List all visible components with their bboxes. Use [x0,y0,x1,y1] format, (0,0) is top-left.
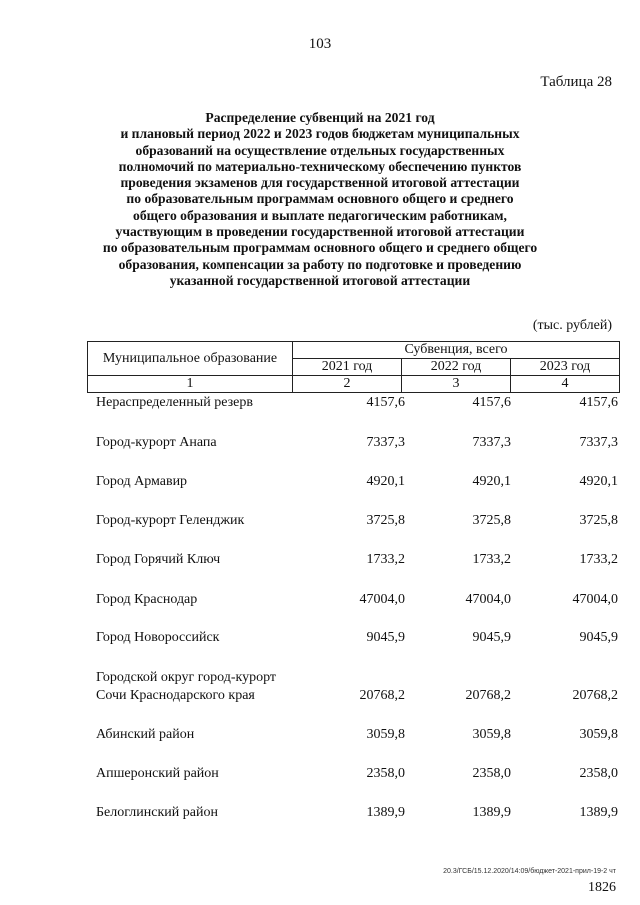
value-2022: 2358,0 [472,766,511,781]
municipality-name: Город Краснодар [96,592,198,607]
value-2021: 9045,9 [366,630,405,645]
table-row [96,669,618,689]
value-2023: 3725,8 [579,513,618,528]
table-row [96,512,618,532]
header-year: 2022 год [402,359,511,376]
header-col-number: 4 [511,376,620,393]
value-2023: 20768,2 [572,688,618,703]
table-row [96,591,618,611]
value-2021: 20768,2 [359,688,405,703]
value-2021: 3725,8 [366,513,405,528]
header-municipality: Муниципальное образование [88,342,293,376]
units-note: (тыс. рублей) [532,318,612,333]
value-2022: 3725,8 [472,513,511,528]
title-line: образования, компенсации за работу по подготовке и проведению [118,256,522,272]
value-2022: 4920,1 [472,474,511,489]
title-line: указанной государственной итоговой аттестации [169,272,471,288]
value-2022: 47004,0 [465,592,511,607]
table-row [96,629,618,649]
value-2023: 2358,0 [579,766,618,781]
value-2021: 2358,0 [366,766,405,781]
table-title [60,110,580,289]
value-2023: 47004,0 [572,592,618,607]
table-header [87,341,620,393]
value-2021: 1733,2 [366,552,405,567]
header-year: 2023 год [511,359,620,376]
title-line: по образовательным программам основного общего и среднего [126,191,514,207]
value-2022: 20768,2 [465,688,511,703]
title-line: общего образования и выплате педагогическим работникам, [133,207,507,223]
value-2021: 1389,9 [366,805,405,820]
table-row [96,434,618,454]
title-line: полномочий по материально-техническому обеспечению пунктов [118,158,522,174]
municipality-name: Город Горячий Ключ [96,552,221,567]
value-2021: 7337,3 [366,435,405,450]
header-col-number: 2 [293,376,402,393]
header-subvention: Субвенция, всего [293,342,620,359]
table-row [96,726,618,746]
page-number: 103 [308,36,332,52]
value-2022: 4157,6 [472,395,511,410]
title-line: Распределение субвенций на 2021 год [205,110,435,125]
municipality-name: Сочи Краснодарского края [96,688,255,703]
value-2023: 4157,6 [579,395,618,410]
value-2023: 1733,2 [579,552,618,567]
municipality-name: Городской округ город-курорт [96,670,277,685]
sheet-number: 1826 [588,880,616,895]
value-2023: 7337,3 [579,435,618,450]
municipality-name: Белоглинский район [96,805,218,820]
table-row [96,551,618,571]
title-line: и плановый период 2022 и 2023 годов бюджетам муниципальных [120,126,520,142]
title-line: образований на осуществление отдельных государственных [135,142,505,158]
value-2023: 1389,9 [579,805,618,820]
table-row [96,687,618,707]
header-col-number: 3 [402,376,511,393]
municipality-name: Апшеронский район [96,766,219,781]
value-2023: 9045,9 [579,630,618,645]
value-2021: 47004,0 [359,592,405,607]
header-year: 2021 год [293,359,402,376]
value-2022: 3059,8 [472,727,511,742]
value-2023: 3059,8 [579,727,618,742]
municipality-name: Город-курорт Анапа [96,435,217,450]
municipality-name: Город-курорт Геленджик [96,513,245,528]
value-2022: 1389,9 [472,805,511,820]
table-row [96,394,618,414]
municipality-name: Город Новороссийск [96,630,220,645]
document-reference: 20.3/ГСБ/15.12.2020/14:09/бюджет-2021-прил-19-2 чт [443,868,616,875]
table-row [96,804,618,824]
municipality-name: Город Армавир [96,474,188,489]
title-line: участвующим в проведении государственной итоговой аттестации [115,224,525,240]
value-2022: 9045,9 [472,630,511,645]
title-line: по образовательным программам основного общего и среднего общего [102,240,538,256]
header-col-number: 1 [88,376,293,393]
value-2023: 4920,1 [579,474,618,489]
table-label: Таблица 28 [540,74,612,90]
value-2021: 4920,1 [366,474,405,489]
value-2022: 7337,3 [472,435,511,450]
title-line: проведения экзаменов для государственной итоговой аттестации [120,175,520,191]
value-2021: 3059,8 [366,727,405,742]
municipality-name: Нераспределенный резерв [96,395,253,410]
value-2022: 1733,2 [472,552,511,567]
municipality-name: Абинский район [96,727,195,742]
value-2021: 4157,6 [366,395,405,410]
table-row [96,765,618,785]
table-row [96,473,618,493]
